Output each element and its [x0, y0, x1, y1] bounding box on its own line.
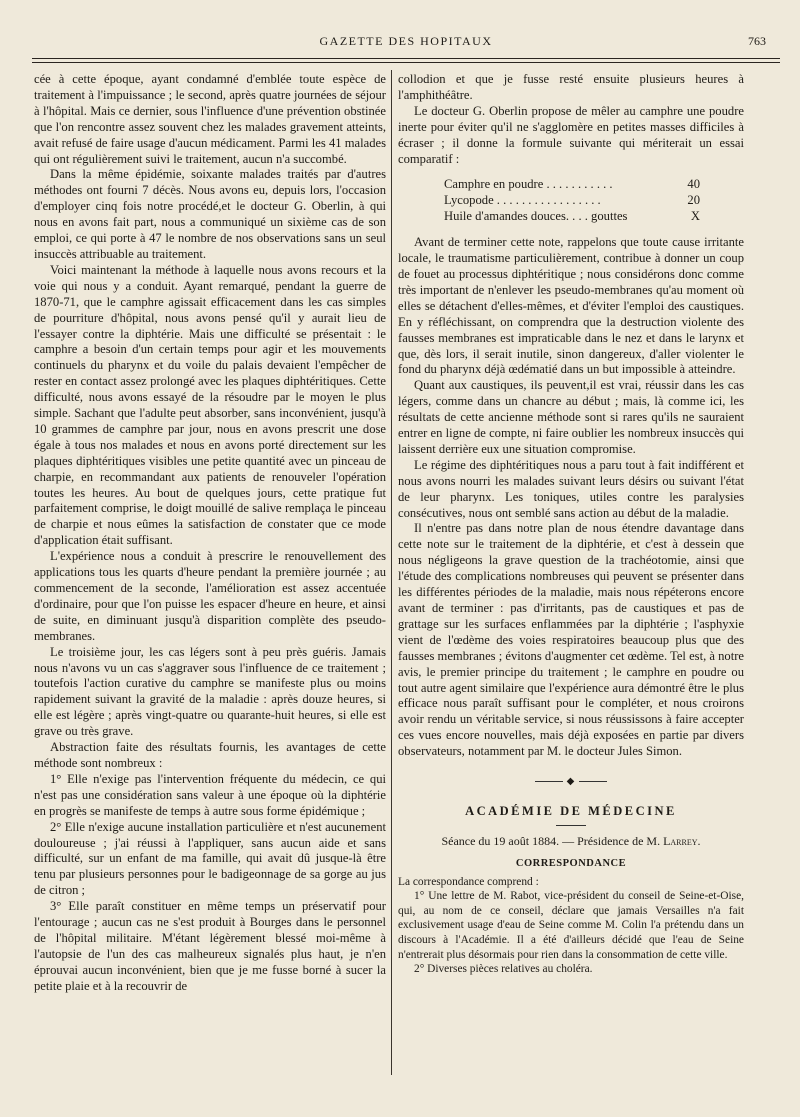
journal-title: GAZETTE DES HOPITAUX: [319, 34, 493, 48]
subsection-title: CORRESPONDANCE: [515, 857, 627, 869]
section-title: ACADÉMIE DE MÉDECINE: [465, 803, 677, 818]
paragraph: 1° Une lettre de M. Rabot, vice-président du conseil de Seine-et-Oise, qui, au nom de ce conseil, déclare que jamais Versailles n'a fait exclusivement usage d'eau de Seine comme M. Colin l'a prétendu dans un discours à l'Académie. Il a été d'ailleurs décidé que l'eau de Seine n'entrerait plus désormais pour rien dans la consommation de cette ville.: [398, 890, 744, 961]
formula-ingredient: Lycopode . . . . . . . . . . . . . . . . .: [444, 193, 601, 208]
formula-ingredient: Huile d'amandes douces. . . . gouttes: [444, 209, 628, 224]
section-ornament: ◆: [398, 774, 744, 790]
formula-row: [444, 209, 700, 225]
paragraph: Le troisième jour, les cas légers sont à peu près guéris. Jamais nous n'avons vu un cas s'aggraver sous l'influence de ce traitement ; toutefois l'action curative du camphre se manifeste plus ou moins rapidement suivant la gravité de la maladie : après douze heures, si elle est légère ; après vingt-quatre ou quarante-huit heures, si elle est grave ou très grave.: [34, 644, 386, 739]
paragraph: 2° Elle n'exige aucune installation particulière et n'est aucunement douloureuse ; j'ai réussi à l'appliquer, sans aucun aide et sans difficulté, sur un enfant de ma famille, qui avait dû jusque-là être tenu par plusieurs personnes pour le badigeonnage de sa gorge au jus de citron ;: [34, 819, 386, 898]
paragraph: Il n'entre pas dans notre plan de nous étendre davantage dans cette note sur le traitement de la diphtérie, et c'est à dessein que nous négligeons la grave question de la trachéotomie, ainsi que l'étude des complications nombreuses qui peuvent se présenter dans les différentes périodes de la maladie, mais nous répéterons encore avant de terminer : pas d'irritants, pas de caustiques et pas de grattage sur les surfaces enflammées par la diphtérie ; l'asphyxie vient de l'œdème des voies respiratoires beaucoup plus que des fausses membranes ; évitons d'augmenter cet œdème. Tel est, à notre avis, le premier principe du traitement ; le camphre en poudre ou tout autre agent similaire que l'expérience aura démontré être le plus efficace nous paraît suffisant pour le compléter, et nous croirons avoir rendu un véritable service, si nous réussissons à faire accepter ces vues encore nouvelles, mais déjà exposées en partie par divers observateurs, notamment par M. le docteur Jules Simon.: [398, 521, 744, 759]
paragraph: Le docteur G. Oberlin propose de mêler au camphre une poudre inerte pour éviter qu'il ne s'agglomère en petites masses difficiles à écraser ; il donne la formule suivante qui mériterait un essai comparatif :: [398, 103, 744, 166]
paragraph: Dans la même épidémie, soixante malades traités par d'autres méthodes ont fourni 7 décès. Nous avons eu, depuis lors, l'occasion d'employer cinq fois notre procédé,et le docteur G. Oberlin, à qui nous en avons fait part, nous a communiqué un sixième cas de son emploi, ce qui porte à 47 le nombre de nos observations sans un seul insuccès attribuable au traitement.: [34, 167, 386, 261]
paragraph: Avant de terminer cette note, rappelons que toute cause irritante locale, le traumatisme particulièrement, contribue à donner un coup de fouet au processus diphtéritique ; nous considérons donc comme très important de n'enlever les pseudo-membranes qu'au moment où elles se détachent d'elles-mêmes, et d'éviter l'emploi des caustiques. En y réfléchissant, on comprendra que la destruction violente des fausses membranes est impraticable dans le nez et dans le larynx et que, dès lors, il serait inutile, sinon dangereux, d'aller violenter le fond du pharynx déjà œdématié dans un but impossible à atteindre.: [398, 235, 744, 377]
formula-block: [444, 177, 700, 225]
session-president: Larrey.: [663, 833, 701, 848]
paragraph: 1° Elle n'exige pas l'intervention fréquente du médecin, ce qui n'est pas une considération sans valeur à une époque où la diphtérie en progrès se manifeste de temps à autre sous forme épidémique ;: [34, 771, 386, 818]
formula-quantity: 40: [687, 177, 700, 192]
correspondance-body: [398, 875, 744, 977]
session-date: Séance du 19 août 1884. — Présidence de M.: [441, 833, 661, 848]
title-rule: [556, 825, 586, 826]
page-number: 763: [748, 34, 766, 48]
formula-ingredient: Camphre en poudre . . . . . . . . . . .: [444, 177, 613, 192]
paragraph: cée à cette époque, ayant condamné d'emblée toute espèce de traitement à l'impuissance ; le second, après quatre journées de séjour à l'hôpital. Mais ce dernier, sous l'influence d'une prévention obstinée que l'on rencontre assez souvent chez les malades gravement atteints, avait refusé de faire usage d'aucun médicament. Parmi les 41 malades qui ont régulièrement suivi le traitement, aucun n'a succombé.: [34, 72, 386, 166]
paragraph: Abstraction faite des résultats fournis, les avantages de cette méthode sont nombreux :: [34, 740, 386, 770]
right-column: [398, 72, 744, 977]
formula-row: [444, 177, 700, 193]
formula-row: [444, 193, 700, 209]
paragraph: L'expérience nous a conduit à prescrire le renouvellement des applications tous les quarts d'heure pendant la première journée ; au commencement de la seconde, l'amélioration est assez accentuée d'ordinaire, pour que l'on puisse les espacer d'heure en heure, et ainsi de suite, en diminuant jusqu'à disparition complète des pseudo-membranes.: [34, 549, 386, 643]
formula-quantity: X: [690, 209, 700, 224]
column-divider: [391, 70, 392, 1075]
header-rule: [32, 58, 780, 63]
page-header: [32, 32, 780, 54]
paragraph: collodion et que je fusse resté ensuite plusieurs heures à l'amphithéâtre.: [398, 72, 744, 102]
paragraph: Le régime des diphtéritiques nous a paru tout à fait indifférent et nous avons nourri les malades suivant leurs désirs ou suivant l'état de leur pharynx. Les toniques, utiles contre les paralysies consécutives, nous ont semblé sans action au début de la maladie.: [398, 457, 744, 520]
paragraph: La correspondance comprend :: [398, 875, 539, 888]
formula-quantity: 20: [687, 193, 700, 208]
session-line: [398, 834, 744, 850]
paragraph: 3° Elle paraît constituer en même temps un préservatif pour l'entourage ; aucun cas ne s'est produit à Bourges dans le personnel de l'hôpital militaire. M'étant légèrement blessé moi-même à l'autopsie de l'un des cas malheureux signalés plus haut, je n'en éprouvai aucun inconvénient, bien que je me fusse borné à sucer la petite plaie et à la recouvrir de: [34, 899, 386, 993]
paragraph: Voici maintenant la méthode à laquelle nous avons recours et la voie qui nous y a conduit. Ayant remarqué, pendant la guerre de 1870-71, que le camphre agissait efficacement dans les cas simples de pourriture d'hôpital, nous avons pensé qu'il y aurait lieu de l'essayer contre la diphtérie. Mais une difficulté se présentait : le camphre a besoin d'un certain temps pour agir et les mouvements continuels du pharynx et du voile du palais devaient l'empêcher de rester en contact assez prolongé avec les plaques diphtéritiques. Cette difficulté, nous avons essayé de la résoudre par le moyen le plus simple. Sachant que l'adulte peut absorber, sans inconvénient, jusqu'à 10 grammes de camphre par jour, nous en avons prescrit une dose égale à tous nos malades et nous en avons porté directement sur les plaques diphtéritiques visibles une petite quantité avec un pinceau de charpie, en recommandant aux patients de renouveler l'opération toutes les heures. Au bout de quelques jours, cette pratique fut parfaitement comprise, le doigt mouillé de salive remplaça le pinceau de charpie et nous eûmes la satisfaction de constater que ce mode d'application était suffisant.: [34, 262, 386, 548]
left-column: [34, 72, 386, 995]
paragraph: 2° Diverses pièces relatives au choléra.: [414, 963, 593, 976]
paragraph: Quant aux caustiques, ils peuvent,il est vrai, réussir dans les cas légers, comme dans un chancre au début ; mais, là comme ici, les résultats de cette ancienne méthode sont si rares qu'ils ne sauraient entrer en ligne de compte, ni faire oublier les nombreux insuccès qui laissent derrière eux une situation compromise.: [398, 378, 744, 456]
